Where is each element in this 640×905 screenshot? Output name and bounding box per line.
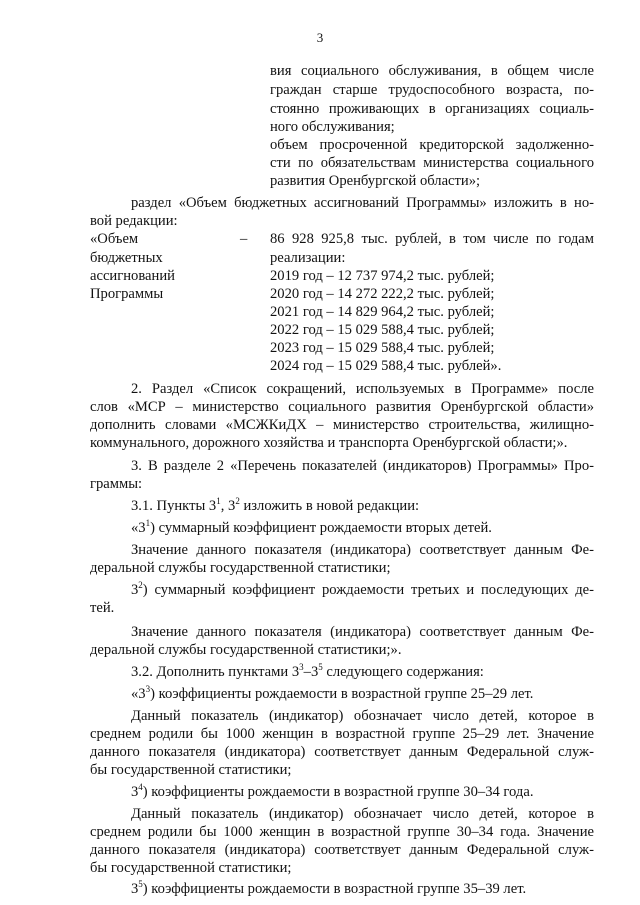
text-line: деральной службы государственной статистики; bbox=[90, 560, 391, 576]
text-line: вой редакции: bbox=[90, 213, 178, 229]
budget-label: «Объем bbox=[90, 231, 139, 247]
budget-dash: – bbox=[240, 231, 248, 247]
text-line: вия социального обслуживания, в общем числе bbox=[270, 63, 594, 79]
budget-year: 2020 год – 14 272 222,2 тыс. рублей; bbox=[270, 286, 495, 302]
text-line: деральной службы государственной статистики;». bbox=[90, 642, 402, 658]
budget-label: бюджетных bbox=[90, 250, 163, 266]
text-line: данного показателя (индикатора) соответствует данным Федеральной служ- bbox=[90, 842, 594, 858]
text-line: 2. Раздел «Список сокращений, используемых в Программе» после bbox=[131, 381, 594, 397]
budget-year: 2024 год – 15 029 588,4 тыс. рублей». bbox=[270, 358, 502, 374]
text-line: «$3^1$) суммарный коэффициент рождаемости вторых детей. bbox=[131, 518, 492, 536]
text-line: Значение данного показателя (индикатора) соответствует данным Фе- bbox=[131, 624, 594, 640]
text-line: слов «МСР – министерство социального развития Оренбургской области» bbox=[90, 399, 594, 415]
text-line: $3^5$) коэффициенты рождаемости в возрастной группе 35–39 лет. bbox=[131, 879, 527, 897]
text-line: бы государственной статистики; bbox=[90, 762, 292, 778]
text-line: 3.1. Пункты $3^1$, $3^2$ изложить в новой редакции: bbox=[131, 496, 420, 514]
text-line: граммы: bbox=[90, 476, 143, 492]
text-line: «$3^3$) коэффициенты рождаемости в возрастной группе 25–29 лет. bbox=[131, 684, 534, 702]
text-line: сти по обязательствам министерства социального bbox=[270, 155, 594, 171]
text-line: $3^2$) суммарный коэффициент рождаемости третьих и последующих де- bbox=[131, 580, 594, 598]
text-line: раздел «Объем бюджетных ассигнований Программы» изложить в но- bbox=[131, 195, 594, 211]
text-line: данного показателя (индикатора) соответствует данным Федеральной служ- bbox=[90, 744, 594, 760]
text-line: коммунального, дорожного хозяйства и транспорта Оренбургской области;». bbox=[90, 435, 568, 451]
text-line: дополнить словами «МСЖКиДХ – министерство строительства, жилищно- bbox=[90, 417, 594, 433]
budget-year: 2019 год – 12 737 974,2 тыс. рублей; bbox=[270, 268, 495, 284]
text-line: $3^4$) коэффициенты рождаемости в возрастной группе 30–34 года. bbox=[131, 782, 534, 800]
text-line: тей. bbox=[90, 600, 115, 616]
text-line: 3. В разделе 2 «Перечень показателей (индикаторов) Программы» Про- bbox=[131, 458, 594, 474]
text-line: стоянно проживающих в организациях социаль- bbox=[270, 101, 594, 117]
text-line: развития Оренбургской области»; bbox=[270, 173, 481, 189]
page-number: 3 bbox=[316, 30, 324, 45]
text-line: среднем родили бы 1000 женщин в возрастной группе 25–29 лет. Значение bbox=[90, 726, 594, 742]
budget-label: Программы bbox=[90, 286, 164, 302]
text-line: бы государственной статистики; bbox=[90, 860, 292, 876]
text-line: Данный показатель (индикатор) обозначает число детей, которое в bbox=[131, 806, 594, 822]
budget-total-cont: реализации: bbox=[270, 250, 346, 266]
budget-label: ассигнований bbox=[90, 268, 175, 284]
text-line: объем просроченной кредиторской задолженно- bbox=[270, 137, 594, 153]
budget-year: 2022 год – 15 029 588,4 тыс. рублей; bbox=[270, 322, 495, 338]
budget-year: 2021 год – 14 829 964,2 тыс. рублей; bbox=[270, 304, 495, 320]
text-line: Значение данного показателя (индикатора) соответствует данным Фе- bbox=[131, 542, 594, 558]
text-line: Данный показатель (индикатор) обозначает число детей, которое в bbox=[131, 708, 594, 724]
budget-year: 2023 год – 15 029 588,4 тыс. рублей; bbox=[270, 340, 495, 356]
text-line: 3.2. Дополнить пунктами $3^3-3^5$ следующего содержания: bbox=[131, 662, 484, 680]
text-line: граждан старше трудоспособного возраста, по- bbox=[270, 82, 594, 98]
budget-total: 86 928 925,8 тыс. рублей, в том числе по годам bbox=[270, 231, 594, 247]
text-line: ного обслуживания; bbox=[270, 119, 395, 135]
text-line: среднем родили бы 1000 женщин в возрастной группе 30–34 года. Значение bbox=[90, 824, 594, 840]
